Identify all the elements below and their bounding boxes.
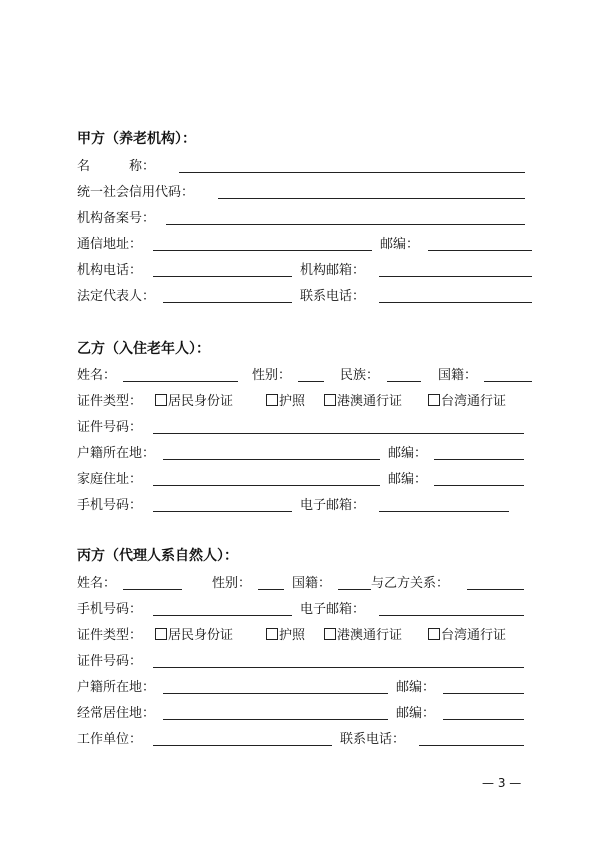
party-b-ethnicity-field[interactable] bbox=[387, 381, 421, 382]
party-c-contact-phone-field[interactable] bbox=[419, 745, 524, 746]
party-b-ethnicity-label: 民族： bbox=[340, 368, 380, 383]
party-c-residence-label: 经常居住地： bbox=[77, 706, 156, 721]
party-c-postcode-field[interactable] bbox=[443, 693, 524, 694]
party-c-household-field[interactable] bbox=[163, 693, 388, 694]
checkbox-icon[interactable] bbox=[155, 394, 167, 406]
party-c-heading: 丙方（代理人系自然人）： bbox=[77, 548, 238, 564]
party-c-residence-field[interactable] bbox=[163, 719, 388, 720]
party-c-email-field[interactable] bbox=[379, 615, 524, 616]
party-c-nationality-label: 国籍： bbox=[292, 576, 332, 591]
party-b-nationality-field[interactable] bbox=[484, 381, 532, 382]
party-b-id-type-option-hk-macau[interactable]: 港澳通行证 bbox=[324, 394, 402, 410]
party-b-id-no-label: 证件号码： bbox=[77, 420, 143, 435]
party-b-heading: 乙方（入住老年人）： bbox=[77, 341, 210, 357]
party-c-postcode-label: 邮编： bbox=[396, 680, 436, 695]
party-c-mobile-field[interactable] bbox=[153, 615, 292, 616]
checkbox-icon[interactable] bbox=[428, 394, 440, 406]
page-number: — 3 — bbox=[482, 776, 522, 790]
party-c-id-type-label: 证件类型： bbox=[77, 628, 143, 643]
party-b-email-field[interactable] bbox=[379, 511, 509, 512]
party-c-household-label: 户籍所在地： bbox=[77, 680, 156, 695]
checkbox-icon[interactable] bbox=[324, 628, 336, 640]
checkbox-icon[interactable] bbox=[155, 628, 167, 640]
party-b-postcode-field[interactable] bbox=[434, 459, 524, 460]
party-b-name-field[interactable] bbox=[123, 381, 238, 382]
party-b-household-label: 户籍所在地： bbox=[77, 446, 156, 461]
party-b-postcode-label: 邮编： bbox=[388, 446, 428, 461]
party-b-mobile-label: 手机号码： bbox=[77, 498, 143, 513]
party-b-home-address-field[interactable] bbox=[153, 485, 380, 486]
party-a-contact-phone-label: 联系电话： bbox=[300, 289, 366, 304]
party-b-id-type-option-taiwan[interactable]: 台湾通行证 bbox=[428, 394, 506, 410]
party-b-mobile-field[interactable] bbox=[153, 511, 292, 512]
party-c-gender-field[interactable] bbox=[258, 589, 284, 590]
party-c-work-unit-field[interactable] bbox=[153, 745, 332, 746]
party-c-postcode2-label: 邮编： bbox=[396, 706, 436, 721]
party-b-household-field[interactable] bbox=[163, 459, 380, 460]
party-a-legal-rep-field[interactable] bbox=[163, 302, 292, 303]
party-a-phone-label: 机构电话： bbox=[77, 263, 143, 278]
party-c-gender-label: 性别： bbox=[212, 576, 252, 591]
party-b-id-no-field[interactable] bbox=[153, 433, 524, 434]
party-c-id-type-option-hk-macau[interactable]: 港澳通行证 bbox=[324, 628, 402, 644]
party-a-postcode-label: 邮编： bbox=[380, 237, 420, 252]
party-b-postcode2-field[interactable] bbox=[434, 485, 524, 486]
party-c-name-label: 姓名： bbox=[77, 576, 117, 591]
party-b-name-label: 姓名： bbox=[77, 368, 117, 383]
party-a-phone-field[interactable] bbox=[153, 276, 292, 277]
party-c-relation-label: 与乙方关系： bbox=[371, 576, 450, 591]
party-a-email-label: 机构邮箱： bbox=[300, 263, 366, 278]
party-c-name-field[interactable] bbox=[123, 589, 182, 590]
party-a-address-field[interactable] bbox=[153, 250, 372, 251]
checkbox-icon[interactable] bbox=[266, 394, 278, 406]
party-a-name-field[interactable] bbox=[179, 172, 525, 173]
party-c-id-type-option-passport[interactable]: 护照 bbox=[266, 628, 305, 644]
party-a-credit-code-label: 统一社会信用代码： bbox=[77, 185, 195, 200]
party-b-id-type-label: 证件类型： bbox=[77, 394, 143, 409]
party-c-id-no-field[interactable] bbox=[153, 667, 524, 668]
party-a-record-no-field[interactable] bbox=[166, 224, 525, 225]
party-c-work-unit-label: 工作单位： bbox=[77, 732, 143, 747]
party-a-legal-rep-label: 法定代表人： bbox=[77, 289, 156, 304]
party-a-name-label: 名 称： bbox=[77, 159, 156, 174]
party-a-email-field[interactable] bbox=[379, 276, 532, 277]
party-b-gender-label: 性别： bbox=[252, 368, 292, 383]
party-c-id-type-option-taiwan[interactable]: 台湾通行证 bbox=[428, 628, 506, 644]
party-c-id-no-label: 证件号码： bbox=[77, 654, 143, 669]
party-c-email-label: 电子邮箱： bbox=[300, 602, 366, 617]
party-b-id-type-option-resident[interactable]: 居民身份证 bbox=[155, 394, 233, 410]
party-a-credit-code-field[interactable] bbox=[218, 198, 525, 199]
party-c-nationality-field[interactable] bbox=[338, 589, 371, 590]
party-c-id-type-option-resident[interactable]: 居民身份证 bbox=[155, 628, 233, 644]
party-a-address-label: 通信地址： bbox=[77, 237, 143, 252]
party-c-relation-field[interactable] bbox=[467, 589, 524, 590]
party-b-nationality-label: 国籍： bbox=[438, 368, 478, 383]
party-a-contact-phone-field[interactable] bbox=[379, 302, 532, 303]
party-b-email-label: 电子邮箱： bbox=[300, 498, 366, 513]
party-a-postcode-field[interactable] bbox=[428, 250, 532, 251]
checkbox-icon[interactable] bbox=[428, 628, 440, 640]
party-b-home-address-label: 家庭住址： bbox=[77, 472, 143, 487]
party-b-id-type-option-passport[interactable]: 护照 bbox=[266, 394, 305, 410]
party-c-postcode2-field[interactable] bbox=[443, 719, 524, 720]
party-b-gender-field[interactable] bbox=[298, 381, 324, 382]
party-a-record-no-label: 机构备案号： bbox=[77, 211, 156, 226]
party-c-mobile-label: 手机号码： bbox=[77, 602, 143, 617]
party-b-postcode2-label: 邮编： bbox=[388, 472, 428, 487]
party-a-heading: 甲方（养老机构）： bbox=[77, 131, 196, 147]
party-c-contact-phone-label: 联系电话： bbox=[340, 732, 406, 747]
checkbox-icon[interactable] bbox=[266, 628, 278, 640]
checkbox-icon[interactable] bbox=[324, 394, 336, 406]
